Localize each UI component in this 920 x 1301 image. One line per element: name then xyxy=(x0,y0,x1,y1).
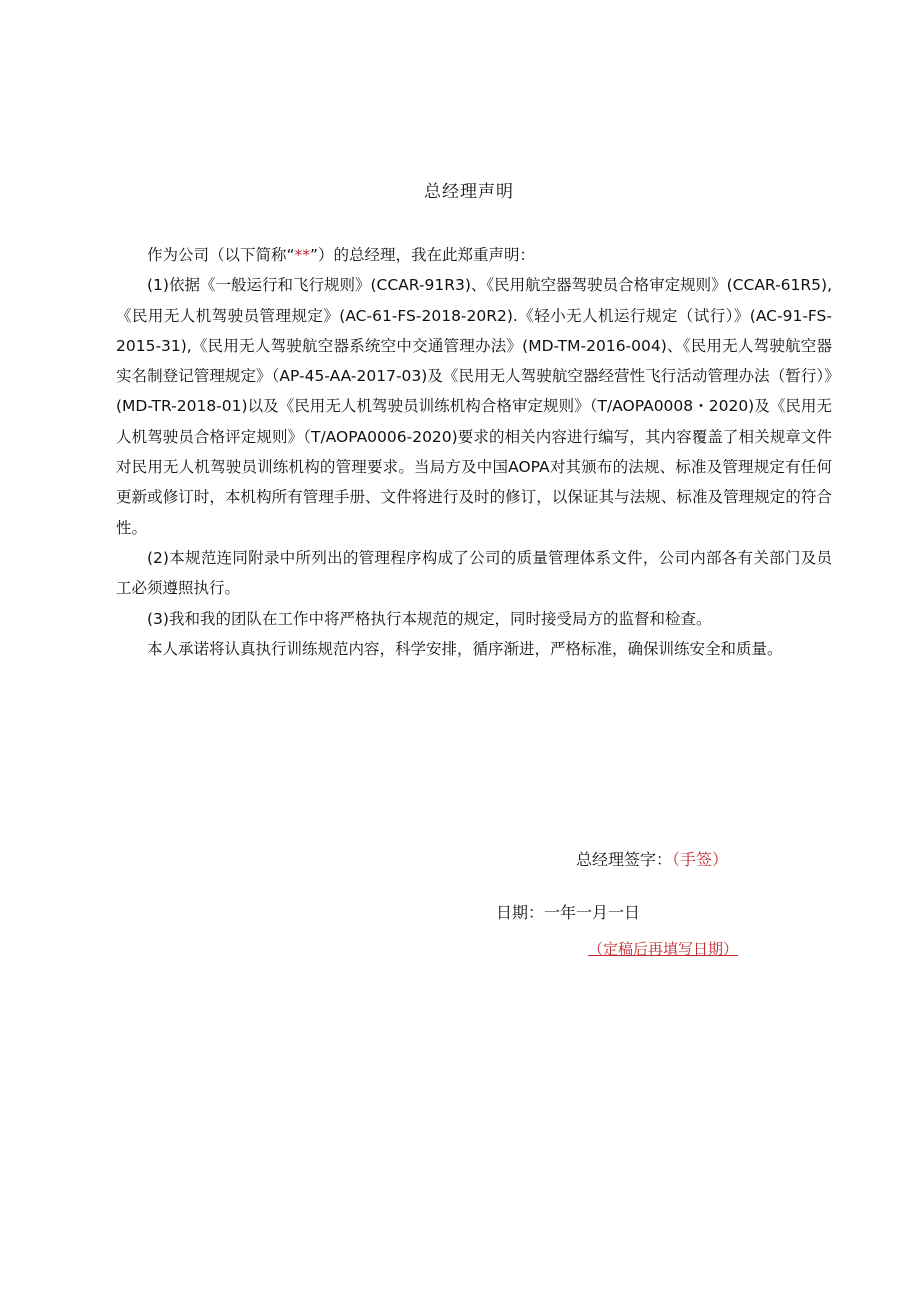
paragraph-personal-pledge: 本人承诺将认真执行训练规范内容，科学安排，循序渐进，严格标准，确保训练安全和质量。 xyxy=(147,639,783,658)
date-line: 日期：一年一月一日 xyxy=(496,903,641,922)
signature-note: （手签） xyxy=(672,850,729,869)
paragraph-team-commitment: (3)我和我的团队在工作中将严格执行本规范的规定，同时接受局方的监督和检查。 xyxy=(147,609,712,628)
intro-before: 作为公司（以下简称“ xyxy=(147,246,295,264)
intro-paragraph xyxy=(116,240,832,270)
signature-line xyxy=(576,846,728,874)
intro-after: ”）的总经理，我在此郑重声明： xyxy=(310,246,536,264)
signature-label: 总经理签字： xyxy=(576,850,673,869)
paragraph-quality-system: (2)本规范连同附录中所列出的管理程序构成了公司的质量管理体系文件，公司内部各有关部门及员工必须遵照执行。 xyxy=(116,548,832,598)
page-title: 总经理声明 xyxy=(424,182,514,202)
paragraph-regulations: (1)依据《一般运行和飞行规则》(CCAR-91R3)、《民用航空器驾驶员合格审定规则》(CCAR-61R5),《民用无人机驾驶员管理规定》(AC-61-FS-2018-20R2).《轻小无人机运行规定（试行）》(AC-91-FS-2015-31),《民用无人驾驶航空器系统空中交通管理办法》(MD-TM-2016-004)、《民用无人驾驶航空器实名制登记管理规定》（AP-45-AA-2017-03)及《民用无人驾驶航空器经营性飞行活动管理办法（暂行）》(MD-TR-2018-01)以及《民用无人机驾驶员训练机构合格审定规则》（T/AOPA0008・2020)及《民用无人机驾驶员合格评定规则》（T/AOPA0006-2020)要求的相关内容进行编写，其内容覆盖了相关规章文件对民用无人机驾驶员训练机构的管理要求。当局方及中国AOPA对其颁布的法规、标准及管理规定有任何更新或修订时，本机构所有管理手册、文件将进行及时的修订，以保证其与法规、标准及管理规定的符合性。 xyxy=(116,276,832,537)
company-abbreviation: ** xyxy=(294,246,311,264)
date-note: （定稿后再填写日期） xyxy=(588,940,739,958)
statement-body xyxy=(116,240,832,664)
